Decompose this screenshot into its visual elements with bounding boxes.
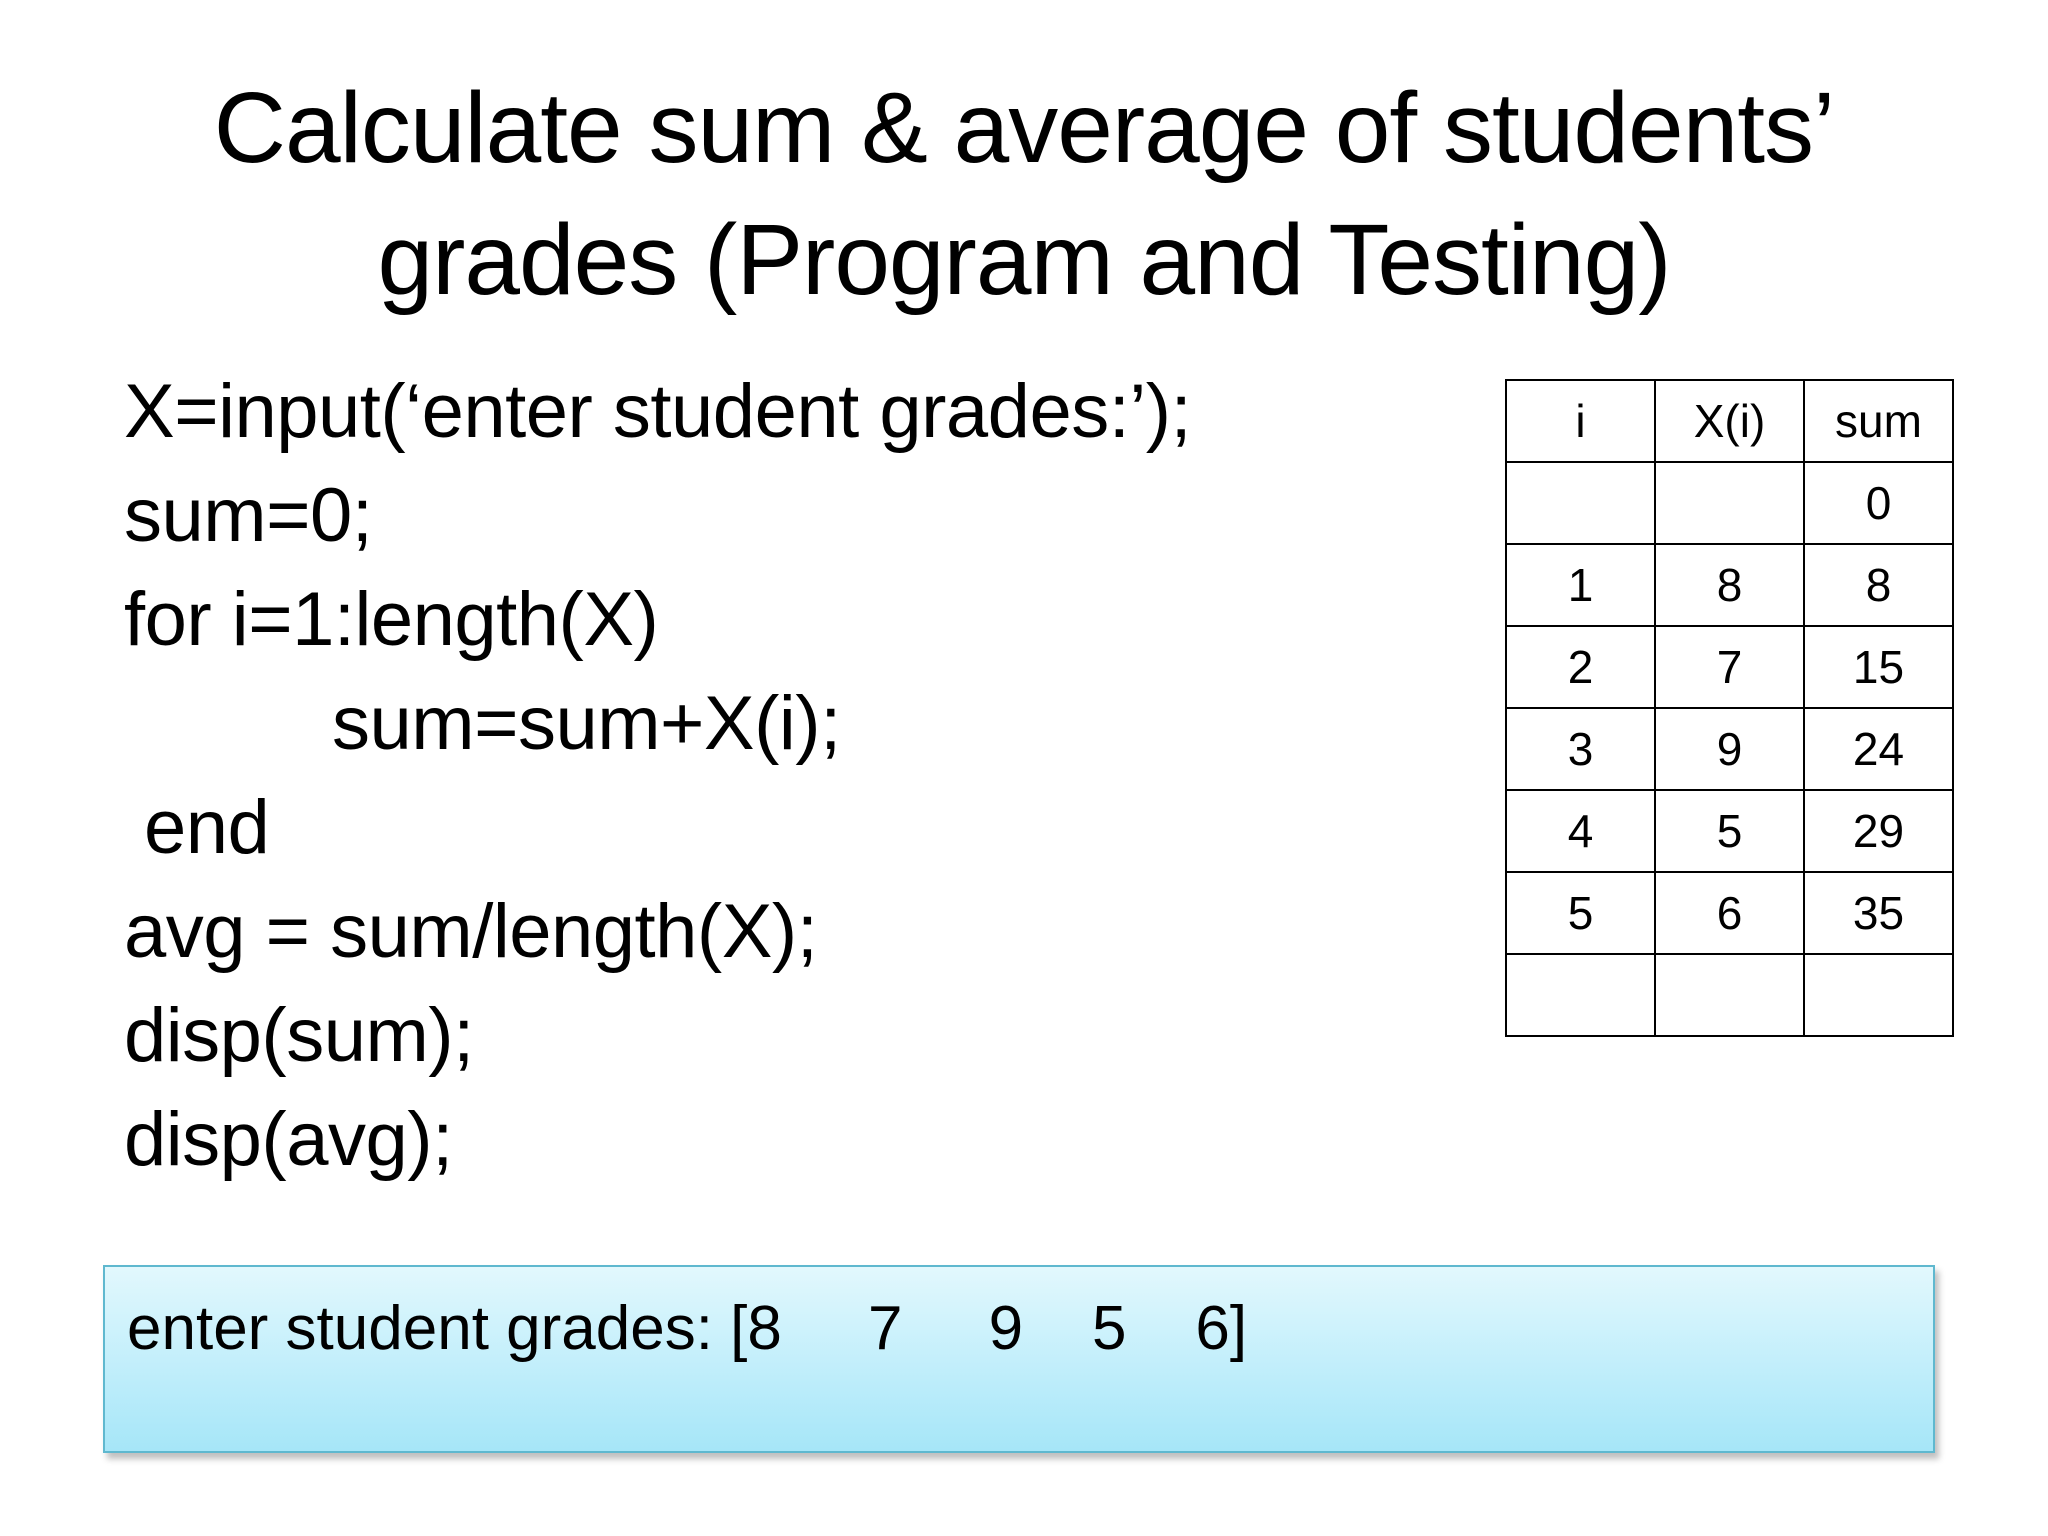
slide-title-line-2: grades (Program and Testing) bbox=[377, 204, 1671, 316]
console-output-box bbox=[103, 1265, 1935, 1453]
code-line: end bbox=[144, 785, 270, 870]
code-line: disp(sum); bbox=[124, 993, 474, 1078]
trace-table bbox=[1505, 379, 1954, 1037]
table-row bbox=[1506, 708, 1953, 790]
table-cell: 35 bbox=[1804, 872, 1953, 954]
table-row bbox=[1506, 790, 1953, 872]
table-cell: 5 bbox=[1506, 872, 1655, 954]
table-cell: 0 bbox=[1804, 462, 1953, 544]
table-cell bbox=[1804, 954, 1953, 1036]
table-cell: 2 bbox=[1506, 626, 1655, 708]
table-cell bbox=[1655, 954, 1804, 1036]
table-cell: 7 bbox=[1655, 626, 1804, 708]
code-line: X=input(‘enter student grades:’); bbox=[124, 369, 1192, 454]
table-cell: 29 bbox=[1804, 790, 1953, 872]
table-cell bbox=[1506, 462, 1655, 544]
table-row bbox=[1506, 462, 1953, 544]
console-text: enter student grades: [8 7 9 5 6] bbox=[127, 1294, 1248, 1363]
slide-title-line-1: Calculate sum & average of students’ bbox=[213, 72, 1835, 184]
table-cell: 3 bbox=[1506, 708, 1655, 790]
table-row bbox=[1506, 626, 1953, 708]
slide-title bbox=[0, 62, 2048, 326]
table-cell: 24 bbox=[1804, 708, 1953, 790]
table-cell: 5 bbox=[1655, 790, 1804, 872]
code-line: disp(avg); bbox=[124, 1097, 453, 1182]
code-line: for i=1:length(X) bbox=[124, 577, 659, 662]
table-cell: 9 bbox=[1655, 708, 1804, 790]
table-cell: 8 bbox=[1655, 544, 1804, 626]
column-header-xi: X(i) bbox=[1655, 380, 1804, 462]
table-cell: 6 bbox=[1655, 872, 1804, 954]
table-header-row bbox=[1506, 380, 1953, 462]
table-cell bbox=[1655, 462, 1804, 544]
table-cell bbox=[1506, 954, 1655, 1036]
table-row bbox=[1506, 544, 1953, 626]
column-header-i: i bbox=[1506, 380, 1655, 462]
code-line: avg = sum/length(X); bbox=[124, 889, 818, 974]
table-cell: 1 bbox=[1506, 544, 1655, 626]
code-line: sum=sum+X(i); bbox=[332, 681, 841, 766]
code-block bbox=[124, 360, 1424, 1192]
table-cell: 8 bbox=[1804, 544, 1953, 626]
table-cell: 4 bbox=[1506, 790, 1655, 872]
table-row bbox=[1506, 954, 1953, 1036]
column-header-sum: sum bbox=[1804, 380, 1953, 462]
table-cell: 15 bbox=[1804, 626, 1953, 708]
table-row bbox=[1506, 872, 1953, 954]
code-line: sum=0; bbox=[124, 473, 373, 558]
